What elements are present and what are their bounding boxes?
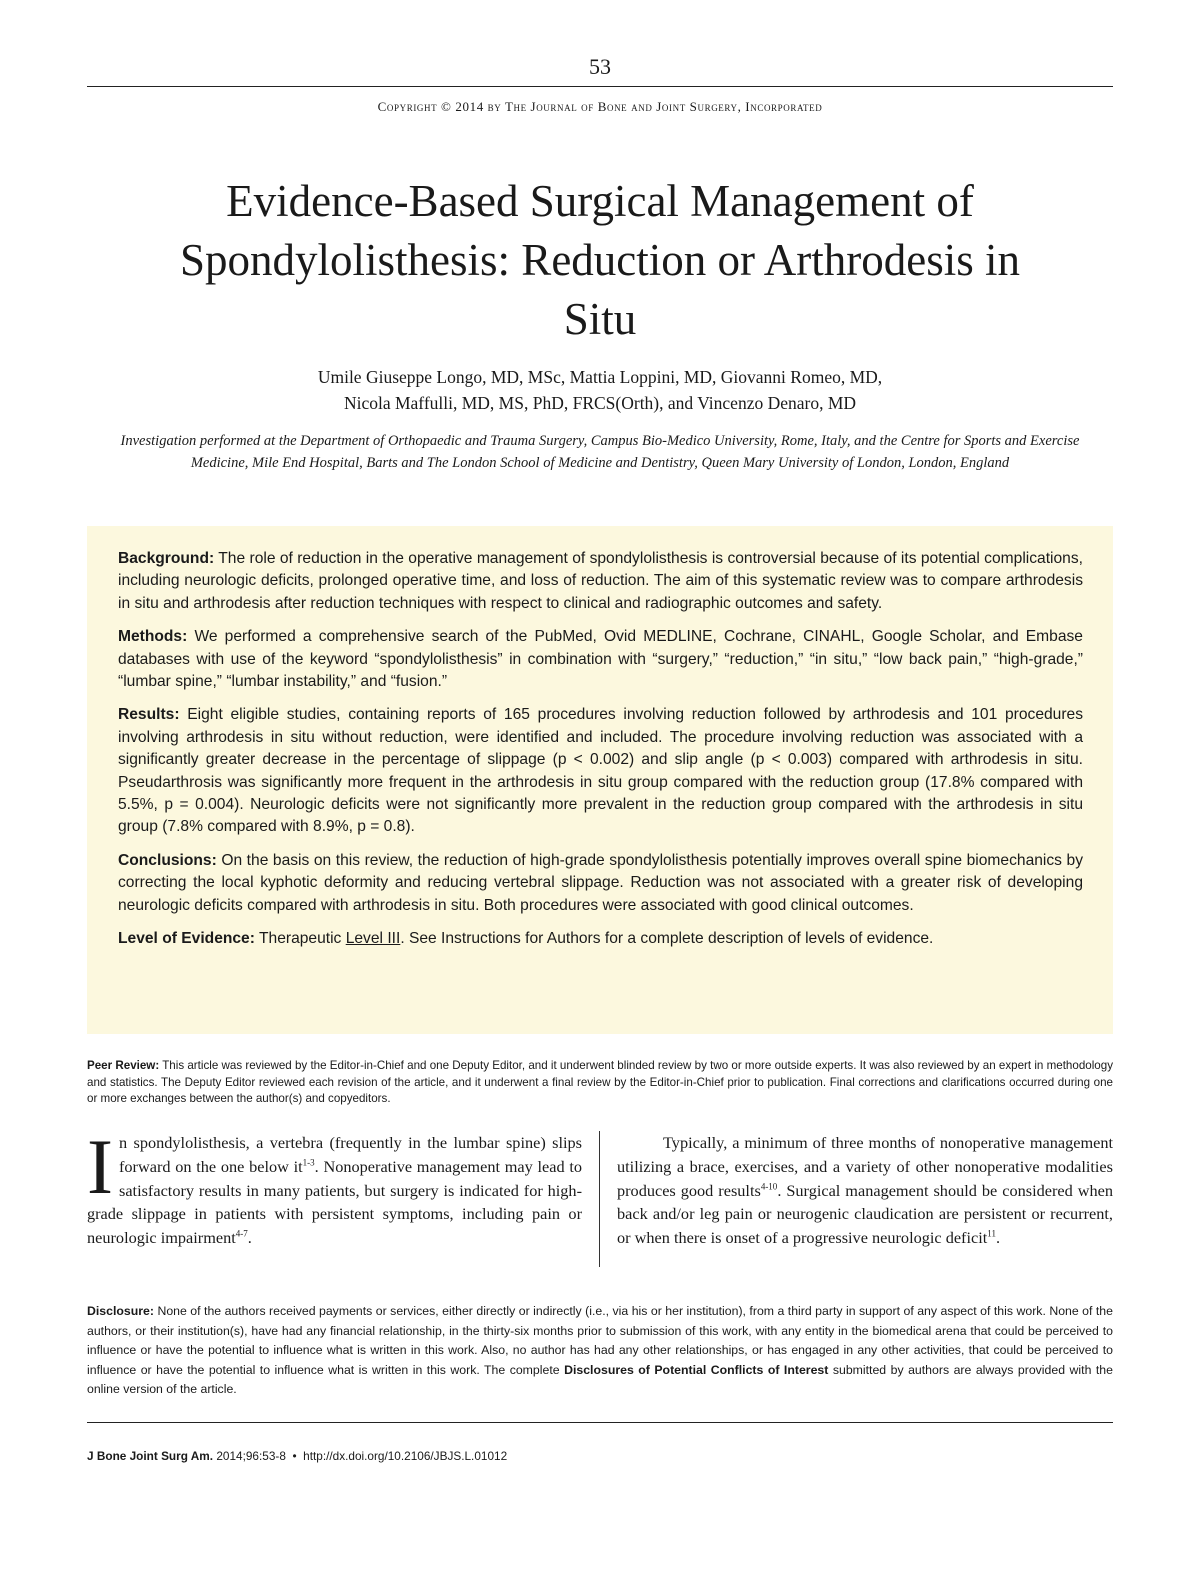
body-column-right <box>617 1131 1113 1250</box>
conclusions-text: On the basis on this review, the reduction of high-grade spondylolisthesis potentially improves overall spine biomechanics by correcting the local kyphotic deformity and reducing vertebral slippage. Reduction was not associated with a greater risk of developing neurologic deficits compared with arthrodesis in situ. Both procedures were associated with good clinical outcomes. <box>118 851 1083 914</box>
citation-footer <box>87 1449 507 1463</box>
abstract-background <box>118 548 1083 615</box>
right-text-b: . Surgical management should be considered when back and/or leg pain or neurogenic claudication are persistent or recurrent, or when there is onset of a progressive neurologic deficit <box>617 1180 1113 1248</box>
methods-text: We performed a comprehensive search of the PubMed, Ovid MEDLINE, Cochrane, CINAHL, Google Scholar, and Embase databases with use of the keyword “spondylolisthesis” in combination with “surgery,” “reduction,” “in situ,” “low back pain,” “high-grade,” “lumbar spine,” “lumbar instability,” and “fusion.” <box>118 628 1083 691</box>
right-paragraph <box>617 1131 1113 1250</box>
column-divider <box>599 1131 600 1267</box>
disclosure-note <box>87 1302 1113 1400</box>
header-rule <box>87 86 1113 87</box>
citation-ref: 4-10 <box>760 1181 778 1192</box>
abstract-results <box>118 704 1083 838</box>
abstract-level-of-evidence <box>118 928 1083 950</box>
body-column-left <box>87 1123 582 1250</box>
author-list <box>150 364 1050 416</box>
footer-rule <box>87 1422 1113 1423</box>
right-text-c: . <box>995 1228 1001 1248</box>
methods-label: Methods: <box>118 628 188 646</box>
doi-link[interactable]: http://dx.doi.org/10.2106/JBJS.L.01012 <box>303 1449 508 1463</box>
abstract-box <box>87 526 1113 1034</box>
background-label: Background: <box>118 550 215 567</box>
background-text: The role of reduction in the operative management of spondylolisthesis is controversial because of its potential complications, including neurologic deficits, prolonged operative time, and loss of reduction. The aim of this systematic review was to compare arthrodesis in situ and arthrodesis after reduction techniques with respect to clinical and radiographic outcomes and safety. <box>118 550 1083 612</box>
copyright-notice: Copyright © 2014 by The Journal of Bone and Joint Surgery, Incorporated <box>377 99 823 114</box>
abstract-conclusions <box>118 850 1083 917</box>
level-suffix: . See Instructions for Authors for a complete description of levels of evidence. <box>400 930 934 948</box>
citation-ref: 4-7 <box>235 1228 248 1239</box>
article-title: Evidence-Based Surgical Management of Spondylolisthesis: Reduction or Arthrodesis in Situ <box>180 176 1020 344</box>
level-prefix: Therapeutic <box>259 930 342 948</box>
level-label: Level of Evidence: <box>118 930 255 948</box>
bullet-separator: • <box>292 1449 297 1463</box>
peer-review-text: This article was reviewed by the Editor-in-Chief and one Deputy Editor, and it underwent blinded review by two or more outside experts. It was also reviewed by an expert in methodology and statistics. The Deputy Editor reviewed each revision of the article, and it underwent a final review by the Editor-in-Chief prior to publication. Final corrections and clarifications occurred during one or more exchanges between the author(s) and copyeditors. <box>87 1059 1113 1105</box>
left-text-a: n spondylolisthesis, a vertebra (frequently in the lumbar spine) slips forward on the one below it <box>118 1133 582 1176</box>
results-label: Results: <box>118 706 180 724</box>
abstract-methods <box>118 626 1083 693</box>
authors-line-2: Nicola Maffulli, MD, MS, PhD, FRCS(Orth), and Vincenzo Denaro, MD <box>343 393 857 413</box>
right-text-a: Typically, a minimum of three months of nonoperative management utilizing a brace, exercises, and a variety of other nonoperative modalities produces good results <box>617 1133 1113 1200</box>
citation-ref: 11 <box>987 1228 996 1239</box>
disclosure-text-a: None of the authors received payments or services, either directly or indirectly (i.e., via his or her institution), from a third party in support of any aspect of this work. None of the authors, or their institution(s), have had any financial relationship, in the thirty-six months prior to submission of this work, with any entity in the biomedical arena that could be perceived to influence or have the potential to influence what is written in this work. Also, no author has had any other relationships, or has engaged in any other activities, that could be perceived to influence or have the potential to influence what is written in this work. The complete <box>87 1304 1113 1377</box>
drop-cap: I <box>87 1123 113 1210</box>
journal-name: J Bone Joint Surg Am. <box>87 1449 214 1463</box>
disclosure-label: Disclosure: <box>87 1304 154 1318</box>
authors-line-1: Umile Giuseppe Longo, MD, MSc, Mattia Loppini, MD, Giovanni Romeo, MD, <box>317 367 883 387</box>
level-iii-link[interactable]: Level III <box>345 930 401 948</box>
journal-volume: 2014;96:53-8 <box>216 1449 286 1463</box>
page-number: 53 <box>589 54 611 79</box>
peer-review-label: Peer Review: <box>87 1059 160 1072</box>
disclosure-text-b: submitted by authors are always provided with the online version of the article. <box>87 1362 1113 1397</box>
left-text-c: . <box>247 1228 252 1248</box>
results-text: Eight eligible studies, containing reports of 165 procedures involving reduction followed by arthrodesis and 101 procedures involving arthrodesis in situ without reduction, were identified and included. The procedure involving reduction was associated with a significantly greater decrease in the percentage of slippage (p < 0.002) and slip angle (p < 0.003) compared with arthrodesis in situ. Pseudarthrosis was significantly more frequent in the arthrodesis in situ group compared with the reduction group (17.8% compared with 5.5%, p = 0.004). Neurologic deficits were not significantly more prevalent in the reduction group compared with the arthrodesis in situ group (7.8% compared with 8.9%, p = 0.8). <box>118 706 1083 836</box>
citation-ref: 1-3 <box>302 1157 315 1168</box>
left-text-b: . Nonoperative management may lead to satisfactory results in many patients, but surgery is indicated for high-grade slippage in patients with persistent symptoms, including pain or neurologic impairment <box>87 1156 582 1248</box>
disclosures-link[interactable]: Disclosures of Potential Conflicts of Interest <box>564 1362 829 1377</box>
conclusions-label: Conclusions: <box>118 851 217 869</box>
affiliation: Investigation performed at the Department of Orthopaedic and Trauma Surgery, Campus Bio-Medico University, Rome, Italy, and the Centre for Sports and Exercise Medicine, Mile End Hospital, Barts and The London School of Medicine and Dentistry, Queen Mary University of London, London, England <box>120 433 1080 471</box>
peer-review-note <box>87 1058 1113 1108</box>
